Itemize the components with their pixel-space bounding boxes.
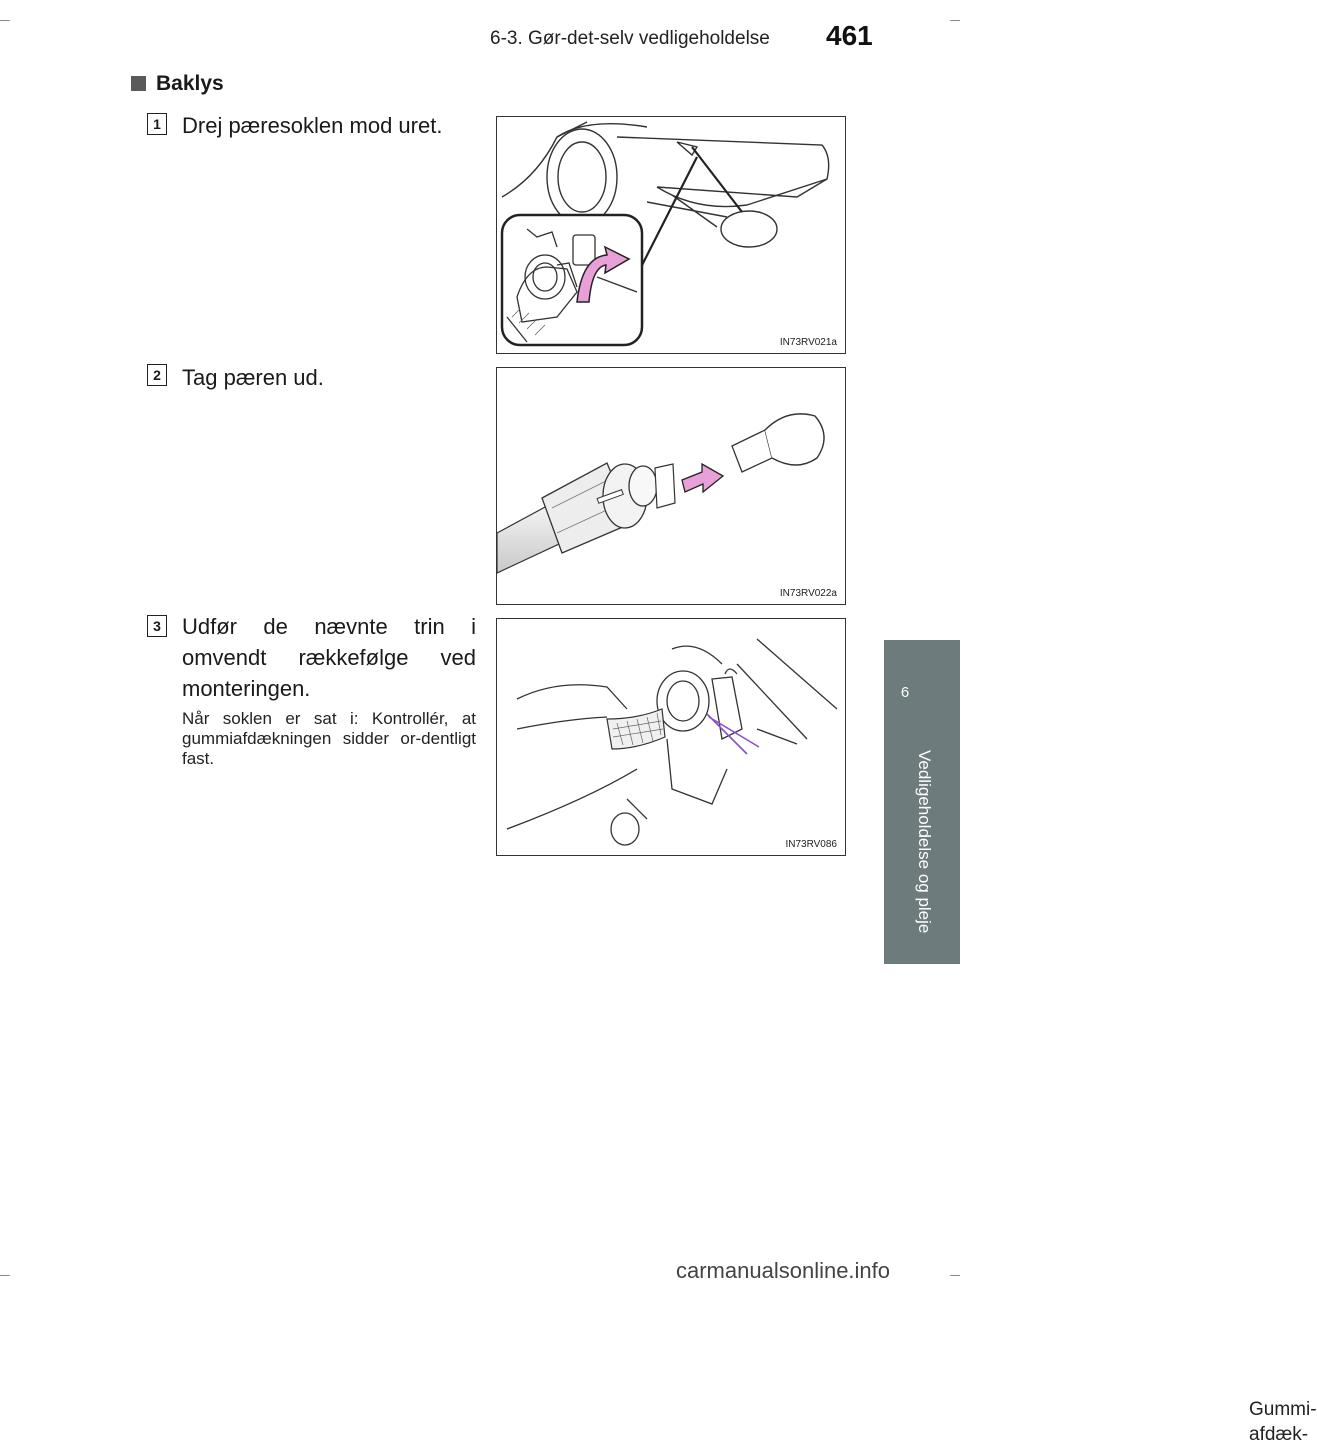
crop-mark [950,20,960,21]
footer-watermark: carmanualsonline.info [676,1258,891,1283]
callout-rubber-cover-line1: Gummi- [1249,1399,1317,1420]
step-number-3: 3 [147,615,167,637]
chapter-side-tab [884,640,960,964]
header-section-title: 6-3. Gør-det-selv vedligeholdelse [490,28,770,49]
step-3-note: Når soklen er sat i: Kontrollér, at gummiafdækningen sidder or-dentligt fast. [182,709,476,768]
square-bullet-icon [131,76,146,91]
pull-arrow-icon [682,464,723,492]
car-rear-bumper-illustration [497,117,845,353]
page-number: 461 [826,20,873,51]
section-heading-text: Baklys [156,72,224,95]
bulb-socket-illustration [497,368,845,604]
figure-remove-bulb [496,367,846,605]
step-2-text: Tag pæren ud. [182,365,324,390]
crop-mark [0,20,10,21]
step-number-2: 2 [147,364,167,386]
section-heading [131,72,224,96]
figure-code: IN73RV021a [779,337,837,348]
crop-mark [0,1275,10,1276]
chapter-number: 6 [900,684,910,701]
figure-code: IN73RV022a [779,588,837,599]
crop-mark [950,1275,960,1276]
step-number-1: 1 [147,113,167,135]
callout-rubber-cover-line2: afdæk- [1249,1424,1309,1445]
figure-remove-socket [496,116,846,354]
step-3-text: Udfør de nævnte trin i omvendt rækkefølge ved monteringen. [182,614,476,701]
figure-code: IN73RV086 [785,839,837,850]
step-1-text: Drej pæresoklen mod uret. [182,113,443,138]
chapter-label: Vedligeholdelse og pleje [915,750,934,934]
rubber-cover-illustration [497,619,845,855]
